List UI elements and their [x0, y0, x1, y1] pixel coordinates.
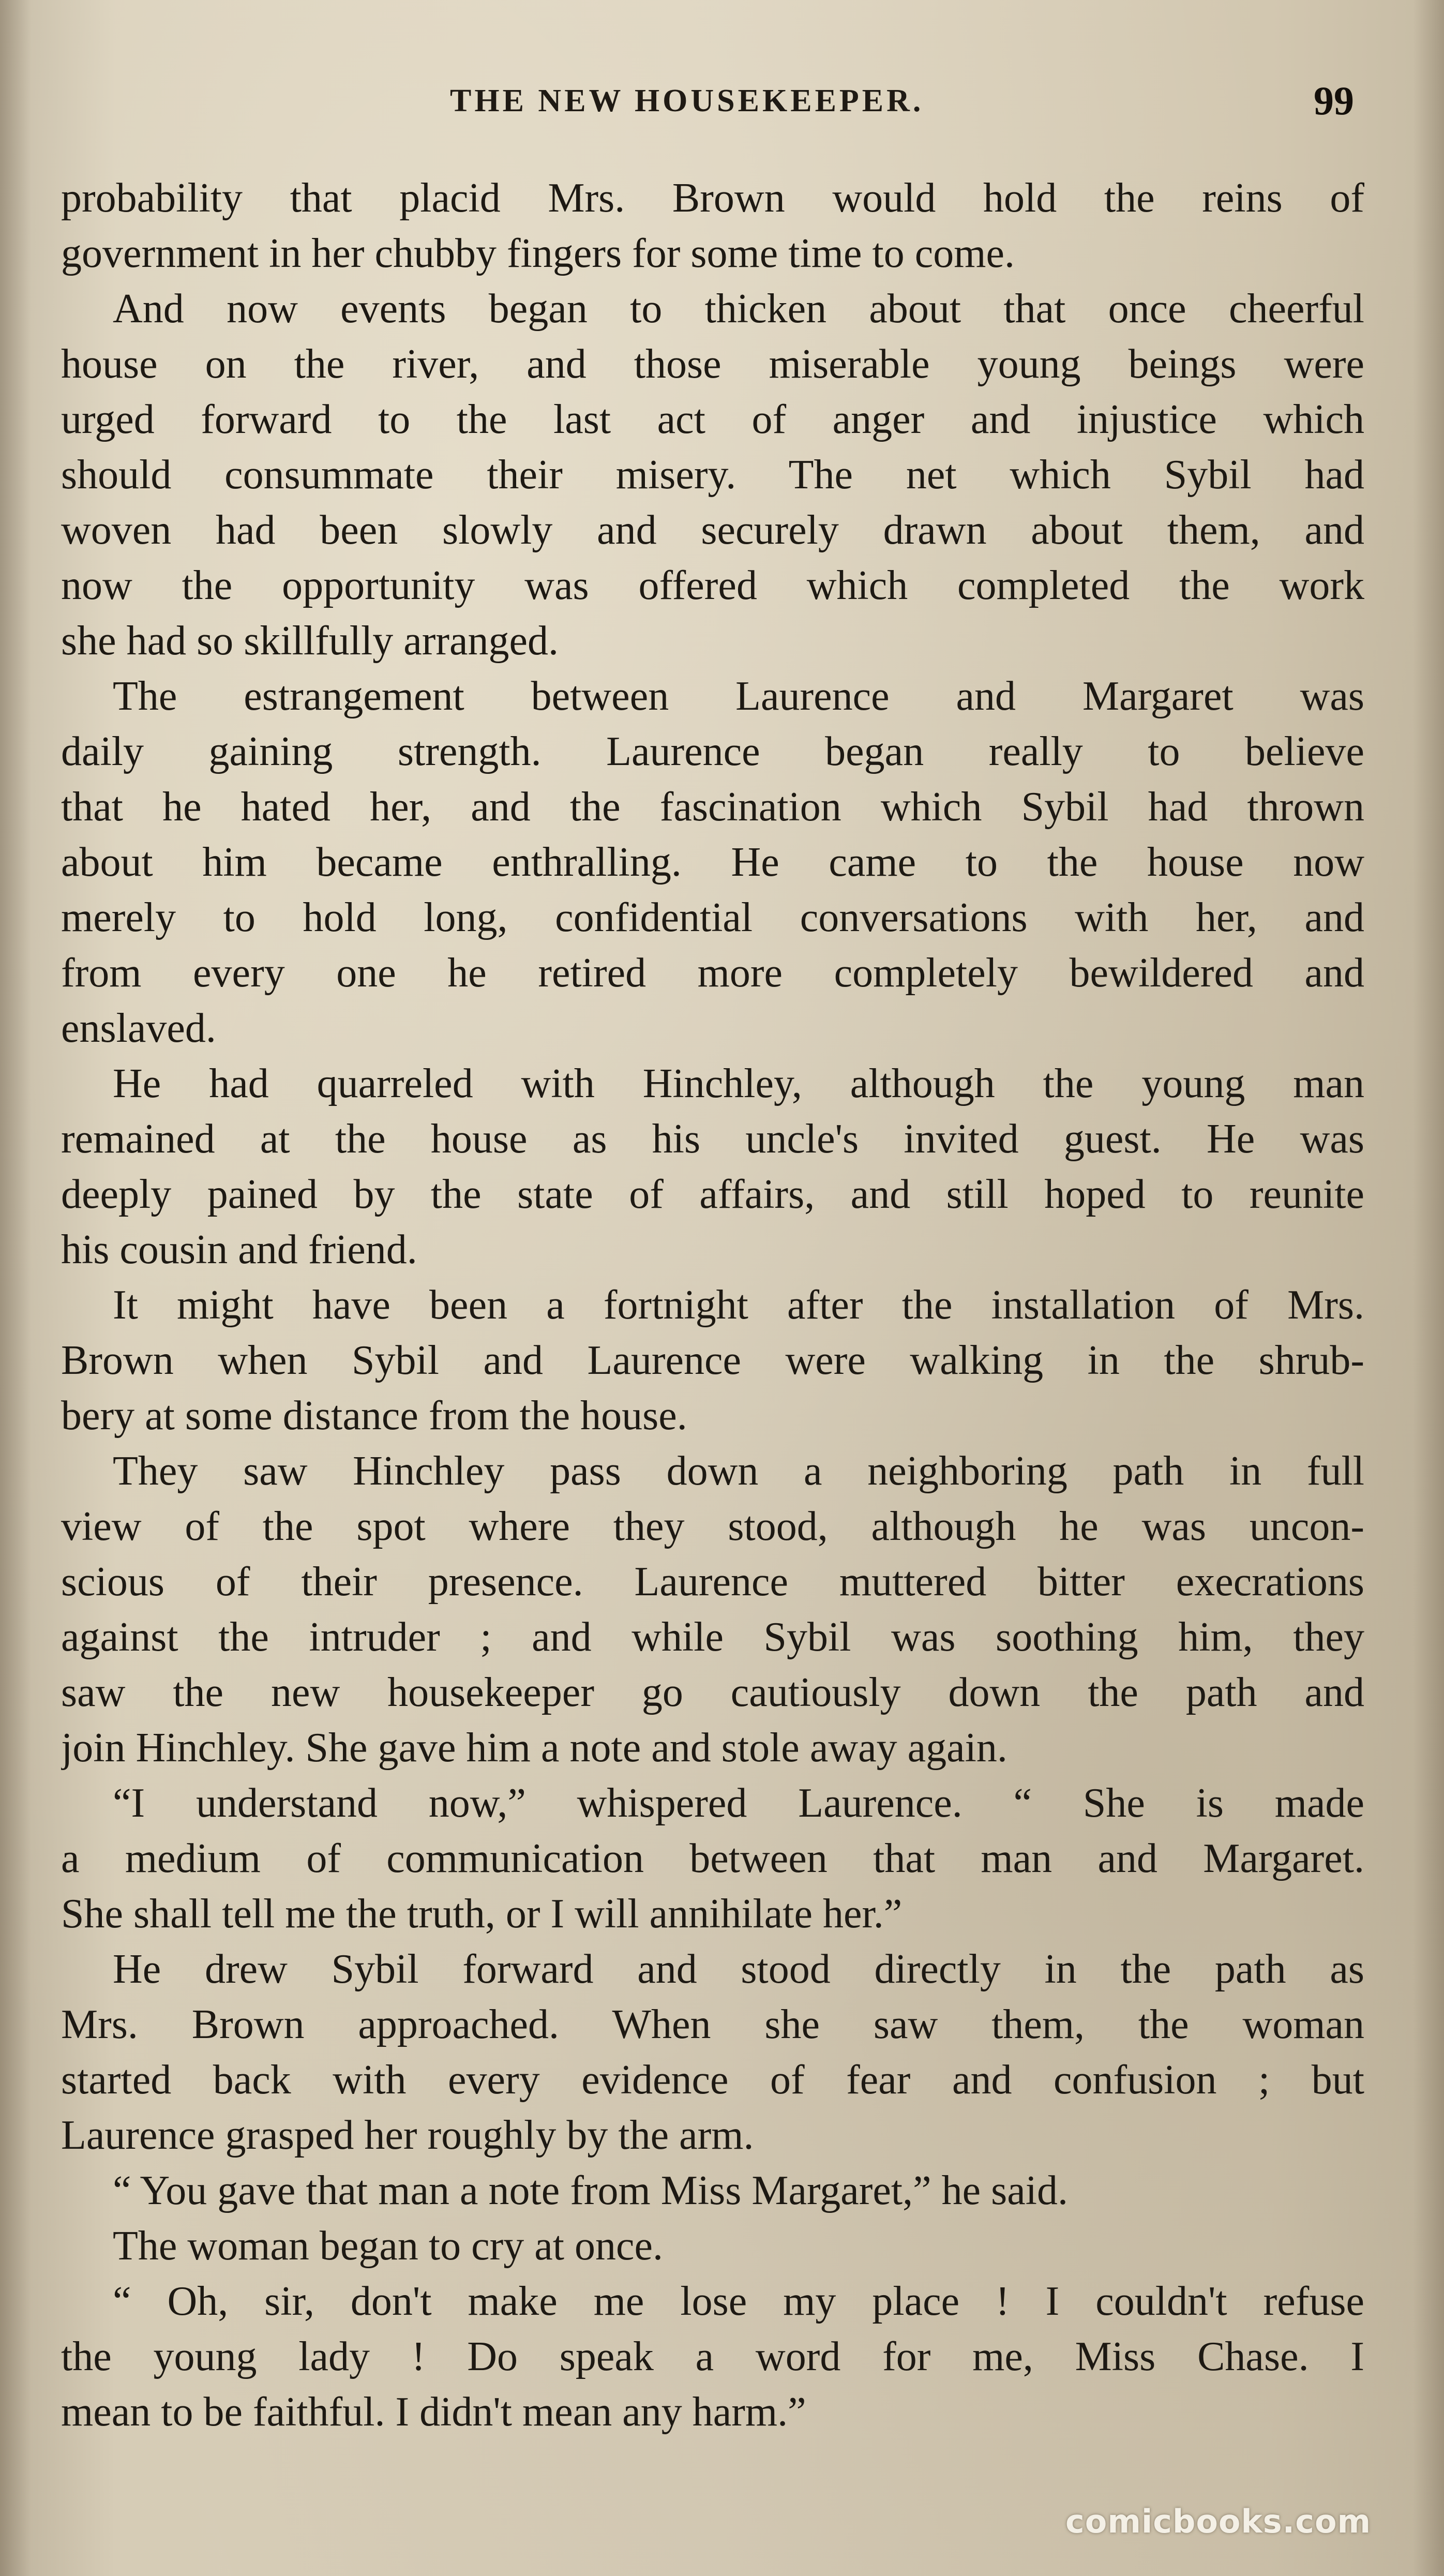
text-line: “ You gave that man a note from Miss Margaret,” he said. — [113, 2168, 1068, 2213]
text-line: urged forward to the last act of anger and injustice which — [61, 397, 1364, 442]
text-line: He had quarreled with Hinchley, although the young man — [113, 1061, 1364, 1106]
text-line: Laurence grasped her roughly by the arm. — [61, 2113, 754, 2158]
page-right-edge-shadow — [1413, 0, 1444, 2576]
text-line: the young lady ! Do speak a word for me, Miss Chase. I — [61, 2334, 1364, 2379]
text-line: probability that placid Mrs. Brown would hold the reins of — [61, 175, 1364, 221]
text-line: “ Oh, sir, don't make me lose my place ! I couldn't refuse — [113, 2279, 1364, 2324]
text-line: scious of their presence. Laurence muttered bitter execrations — [61, 1559, 1364, 1605]
body-text — [61, 171, 1364, 2440]
text-line: view of the spot where they stood, although he was uncon- — [61, 1504, 1364, 1549]
text-line: she had so skillfully arranged. — [61, 618, 559, 664]
text-line: house on the river, and those miserable young beings were — [61, 341, 1364, 387]
text-line: that he hated her, and the fascination which Sybil had thrown — [61, 784, 1364, 830]
running-title: THE NEW HOUSEKEEPER. — [450, 83, 924, 118]
text-line: The woman began to cry at once. — [113, 2223, 664, 2269]
text-line: about him became enthralling. He came to the house now — [61, 840, 1364, 885]
running-head — [0, 78, 1444, 124]
text-line: bery at some distance from the house. — [61, 1393, 687, 1439]
page-number: 99 — [1314, 78, 1354, 123]
text-line: It might have been a fortnight after the installation of Mrs. — [113, 1282, 1364, 1328]
text-line: He drew Sybil forward and stood directly in the path as — [113, 1946, 1364, 1992]
page-left-edge-shadow — [0, 0, 31, 2576]
text-line: merely to hold long, confidential conversations with her, and — [61, 895, 1364, 940]
text-line: from every one he retired more completely bewildered and — [61, 950, 1364, 996]
text-line: a medium of communication between that man and Margaret. — [61, 1836, 1364, 1881]
text-line: against the intruder ; and while Sybil was soothing him, they — [61, 1614, 1364, 1660]
text-line: enslaved. — [61, 1006, 216, 1051]
text-line: started back with every evidence of fear and confusion ; but — [61, 2057, 1364, 2103]
text-line: should consummate their misery. The net which Sybil had — [61, 452, 1364, 498]
text-line: woven had been slowly and securely drawn about them, and — [61, 507, 1364, 553]
text-line: now the opportunity was offered which completed the work — [61, 563, 1364, 608]
text-line: And now events began to thicken about that once cheerful — [113, 286, 1364, 332]
text-line: join Hinchley. She gave him a note and stole away again. — [61, 1725, 1007, 1771]
watermark: comicbooks.com — [1065, 2503, 1372, 2540]
text-line: mean to be faithful. I didn't mean any harm.” — [61, 2389, 806, 2435]
text-line: saw the new housekeeper go cautiously down the path and — [61, 1670, 1364, 1715]
text-line: Mrs. Brown approached. When she saw them, the woman — [61, 2002, 1364, 2047]
text-line: “I understand now,” whispered Laurence. “ She is made — [113, 1780, 1364, 1826]
text-line: daily gaining strength. Laurence began really to believe — [61, 729, 1364, 774]
text-line: government in her chubby fingers for some time to come. — [61, 231, 1015, 276]
text-line: Brown when Sybil and Laurence were walking in the shrub- — [61, 1338, 1364, 1383]
text-line: remained at the house as his uncle's invited guest. He was — [61, 1116, 1364, 1162]
text-line: The estrangement between Laurence and Margaret was — [113, 673, 1364, 719]
text-line: deeply pained by the state of affairs, and still hoped to reunite — [61, 1172, 1364, 1217]
text-line: his cousin and friend. — [61, 1227, 417, 1272]
text-line: She shall tell me the truth, or I will annihilate her.” — [61, 1891, 902, 1937]
text-line: They saw Hinchley pass down a neighboring path in full — [113, 1448, 1364, 1494]
